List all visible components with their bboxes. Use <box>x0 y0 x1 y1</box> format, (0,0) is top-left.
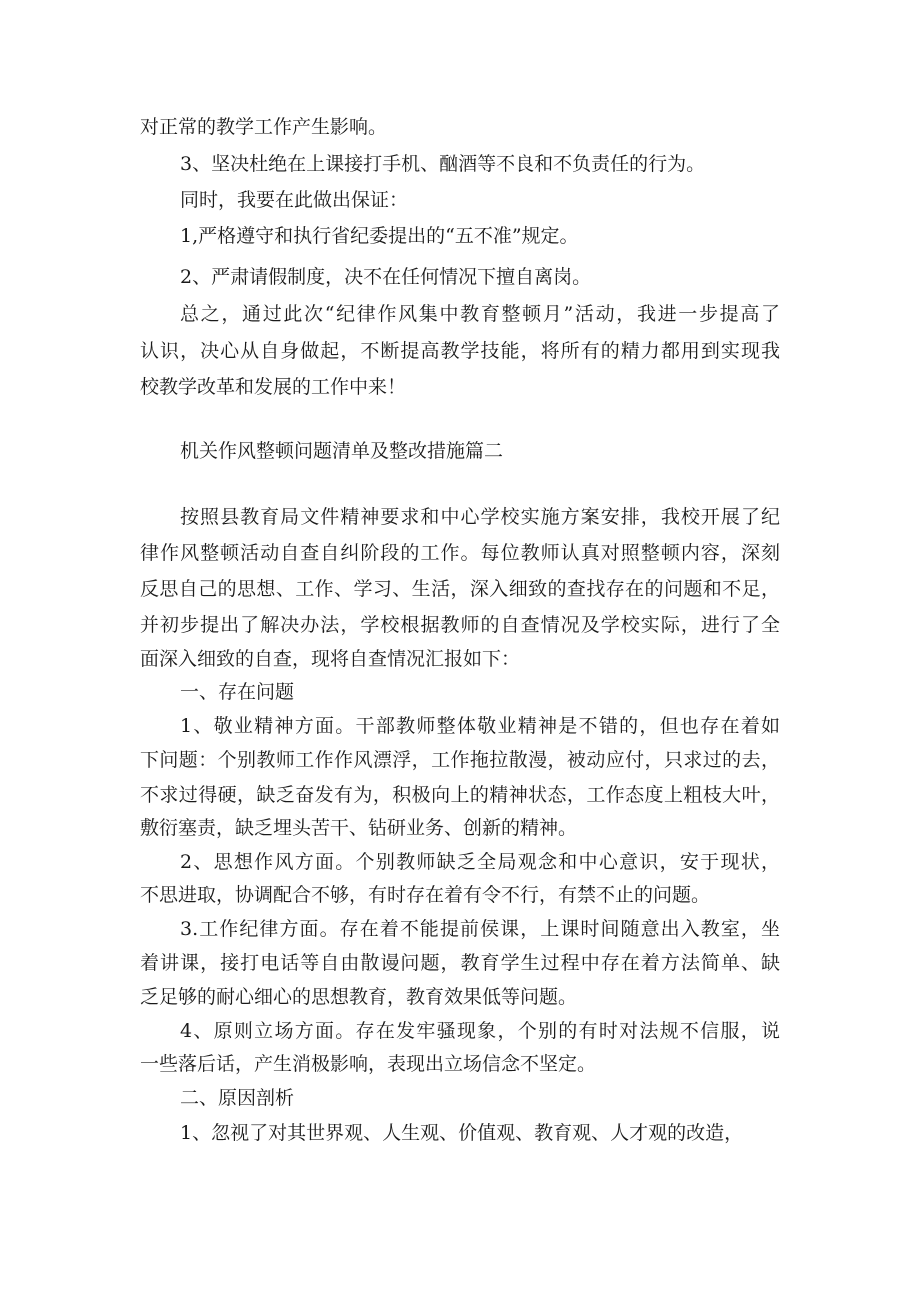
text-line: 面深入细致的自查，现将自查情况汇报如下： <box>140 648 521 670</box>
section-heading: 二、原因剖析 <box>180 1087 295 1109</box>
text-line: 认识，决心从自身做起，不断提高教学技能，将所有的精力都用到实现我 <box>140 340 780 362</box>
text-line: 不思进取，协调配合不够，有时存在着有令不行，有禁不止的问题。 <box>140 884 711 906</box>
text-line: 总之，通过此次“纪律作风集中教育整顿月”活动，我进一步提高了 <box>180 303 780 325</box>
text-line: 3.工作纪律方面。存在着不能提前侯课，上课时间随意出入教室，坐 <box>180 918 780 940</box>
text-line: 乏足够的耐心细心的思想教育，教育效果低等问题。 <box>140 986 578 1008</box>
text-line: 1、忽视了对其世界观、人生观、价值观、教育观、人才观的改造， <box>180 1122 744 1144</box>
text-line: 4、原则立场方面。存在发牢骚现象，个别的有时对法规不信服，说 <box>180 1020 780 1042</box>
text-line: 并初步提出了解决办法，学校根据教师的自查情况及学校实际，进行了全 <box>140 614 780 636</box>
text-line: 按照县教育局文件精神要求和中心学校实施方案安排，我校开展了纪 <box>180 506 780 528</box>
text-line: 对正常的教学工作产生影响。 <box>140 116 388 138</box>
text-line: 同时，我要在此做出保证： <box>180 189 409 211</box>
section-heading: 机关作风整顿问题清单及整改措施篇二 <box>180 440 504 462</box>
text-line: 下问题：个别教师工作作风漂浮，工作拖拉散漫，被动应付，只求过的去， <box>140 749 780 771</box>
text-line: 2、思想作风方面。个别教师缺乏全局观念和中心意识，安于现状， <box>180 851 780 873</box>
text-line: 3、坚决杜绝在上课接打手机、酗酒等不良和不负责任的行为。 <box>180 153 706 175</box>
text-line: 着讲课，接打电话等自由散谩问题，教育学生过程中存在着方法简单、缺 <box>140 952 780 974</box>
text-line: 1、敬业精神方面。干部教师整体敬业精神是不错的，但也存在着如 <box>180 715 780 737</box>
text-line: 一些落后话，产生消极影响，表现出立场信念不坚定。 <box>140 1053 597 1075</box>
text-line: 不求过得硬，缺乏奋发有为，积极向上的精神状态，工作态度上粗枝大叶， <box>140 784 780 806</box>
text-line: 反思自己的思想、工作、学习、生活，深入细致的查找存在的问题和不足， <box>140 578 780 600</box>
text-line: 敷衍塞责，缺乏埋头苦干、钻研业务、创新的精神。 <box>140 817 578 839</box>
text-line: 律作风整顿活动自查自纠阶段的工作。每位教师认真对照整顿内容，深刻 <box>140 542 780 564</box>
section-heading: 一、存在问题 <box>180 681 295 703</box>
text-line: 1,严格遵守和执行省纪委提出的“五不准”规定。 <box>180 225 579 247</box>
text-line: 2、严肃请假制度，决不在任何情况下擅自离岗。 <box>180 266 592 288</box>
text-line: 校教学改革和发展的工作中来！ <box>140 376 407 398</box>
